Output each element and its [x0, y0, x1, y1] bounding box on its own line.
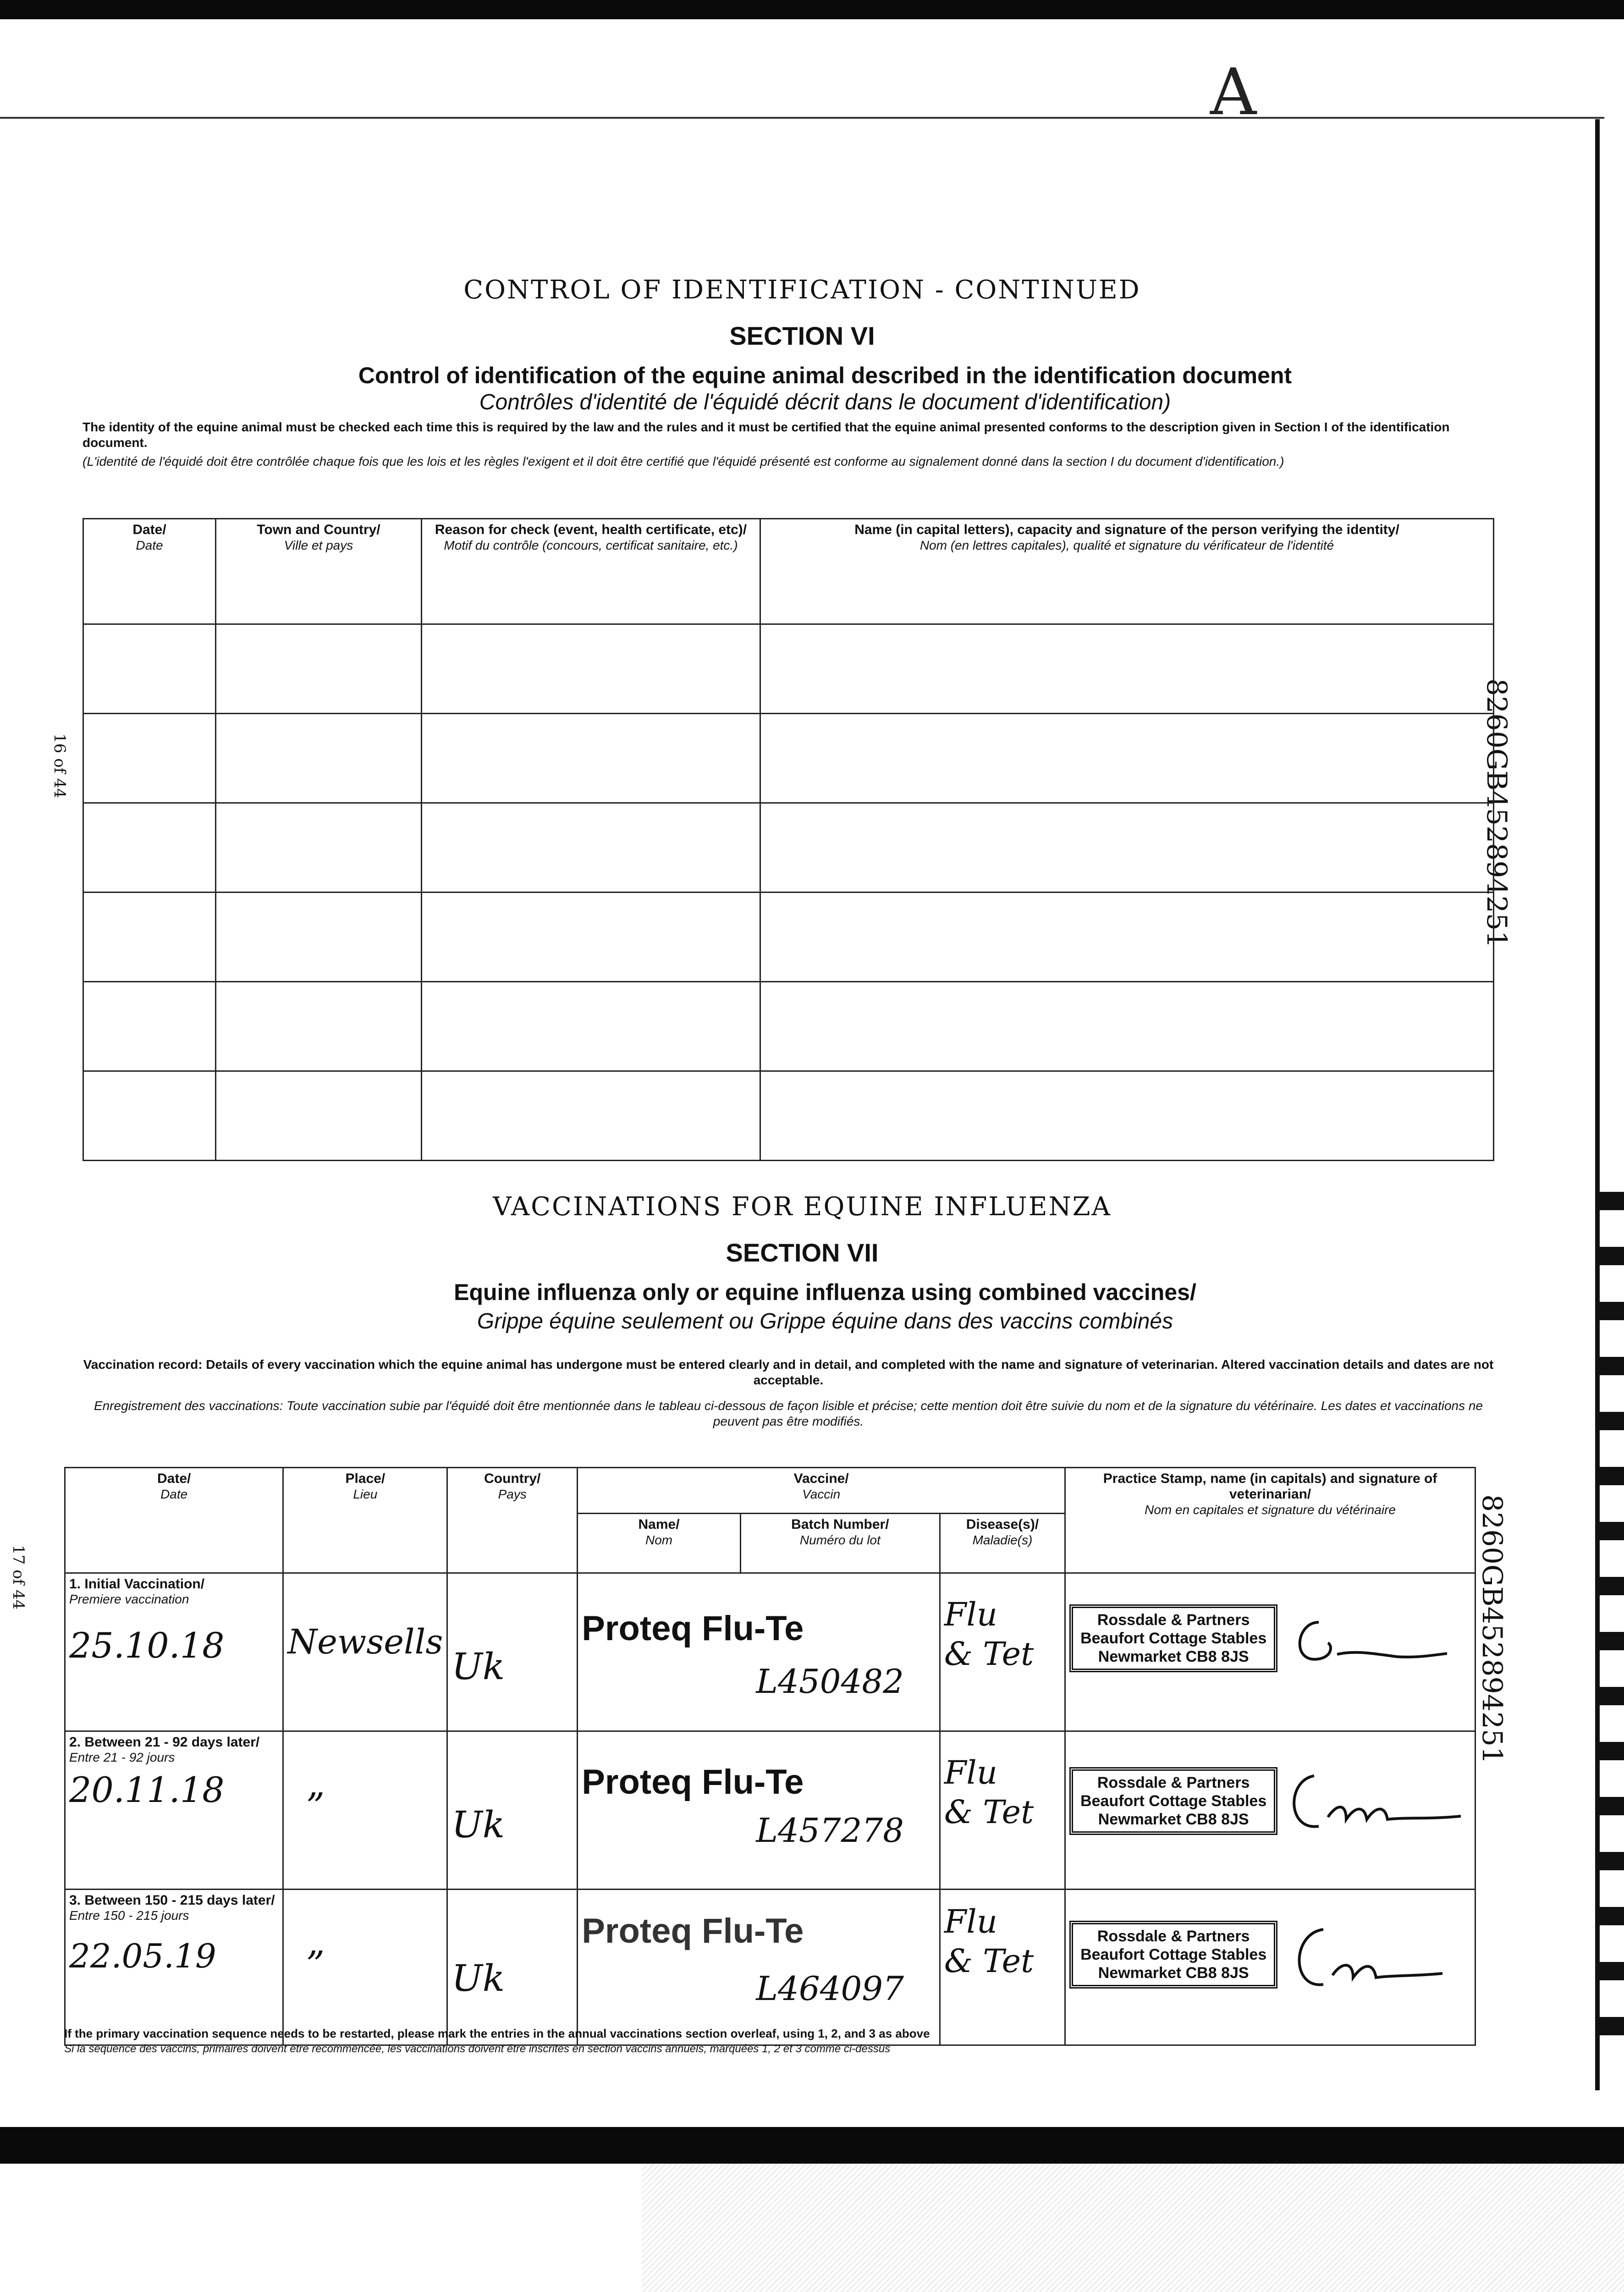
col-practice-stamp: Practice Stamp, name (in capitals) and signature of veterinarian/ Nom en capitales et signature du vétérinaire — [1065, 1468, 1475, 1573]
row-label: 2. Between 21 - 92 days later/ — [69, 1735, 260, 1750]
scan-bottom-noise — [642, 2164, 1624, 2292]
country-cell — [447, 1890, 578, 2045]
vaccination-row-3 — [65, 1890, 1475, 2045]
table-row — [83, 714, 1494, 803]
section7-intro-fr: Enregistrement des vaccinations: Toute vaccination subie par l'équidé doit être mentionnée dans le tableau ci-dessous de façon lisible et précise; cette mention doit être suivie du nom et de la signature du vétérinaire. Les dates et vaccinations ne peuvent pas être modifiés. — [94, 1399, 1483, 1428]
vaccination-place: ” — [306, 1785, 325, 1828]
vaccine-name: Proteq Flu-Te — [582, 1912, 804, 1950]
table-row — [83, 982, 1494, 1071]
col-batch: Batch Number/ Numéro du lot — [740, 1514, 940, 1573]
country-cell — [447, 1573, 578, 1731]
vaccination-date: 22.05.19 — [69, 1937, 216, 1975]
cell — [422, 1071, 760, 1161]
cell — [760, 803, 1494, 893]
stamp-line: Beaufort Cottage Stables — [1080, 1630, 1267, 1647]
veterinarian-signature — [1277, 1762, 1470, 1840]
section7-title: SECTION VII — [726, 1238, 879, 1267]
row-label: 3. Between 150 - 215 days later/ — [69, 1893, 275, 1908]
cell — [422, 714, 760, 803]
date-cell — [65, 1731, 283, 1890]
cell — [760, 1071, 1494, 1161]
vaccination-table — [64, 1467, 1476, 2046]
stamp-cell — [1065, 1573, 1475, 1731]
stamp-line: Rossdale & Partners — [1097, 1928, 1250, 1945]
identification-check-table — [83, 518, 1494, 1161]
cell — [216, 893, 422, 982]
disease-value: Flu & Tet — [944, 1596, 1034, 1673]
stamp-line: Beaufort Cottage Stables — [1080, 1946, 1267, 1963]
col-reason: Reason for check (event, health certificate, etc)/ Motif du contrôle (concours, certificat sanitaire, etc.) — [422, 519, 760, 624]
table-row — [83, 893, 1494, 982]
vaccination-place: Newsells — [287, 1622, 443, 1662]
vaccine-name-batch-cell — [578, 1890, 940, 2045]
document-number-top: 8260GB452894251 — [1481, 678, 1513, 948]
vaccination-row-2 — [65, 1731, 1475, 1890]
date-cell — [65, 1573, 283, 1731]
veterinarian-signature — [1277, 1916, 1452, 1994]
section6-heading-fr: Contrôles d'identité de l'équidé décrit dans le document d'identification) — [479, 390, 1171, 414]
section7-heading-en: Equine influenza only or equine influenza using combined vaccines/ — [454, 1279, 1196, 1305]
footnote-fr: Si la sequence des vaccins, primaires doivent être recommencée, les vaccinations doivent être inscrites en section vaccins annuels, marquées 1, 2 et 3 comme ci-dessus — [64, 2043, 891, 2055]
cell — [760, 893, 1494, 982]
stamp-cell — [1065, 1731, 1475, 1890]
vaccination-country: Uk — [451, 1803, 505, 1846]
vaccine-name-batch-cell — [578, 1573, 940, 1731]
cell — [760, 714, 1494, 803]
section6-banner: CONTROL OF IDENTIFICATION - CONTINUED — [463, 275, 1141, 305]
table-header-row — [83, 519, 1494, 624]
section6-intro-fr: (L'identité de l'équidé doit être contrôlée chaque fois que les lois et les règles l'exigent et il doit être certifié que l'équidé présenté est conforme au signalement donné dans la section I du document d'identification.) — [83, 454, 1284, 468]
cell — [216, 624, 422, 714]
vaccine-name: Proteq Flu-Te — [582, 1763, 804, 1802]
table-row — [83, 1071, 1494, 1161]
cell — [83, 893, 216, 982]
cell — [83, 982, 216, 1071]
scan-bottom-border — [0, 2127, 1624, 2164]
vaccination-date: 25.10.18 — [69, 1625, 225, 1666]
section7-intro-en: Vaccination record: Details of every vaccination which the equine animal has undergone must be entered clearly and in detail, and completed with the name and signature of veterinarian. Altered vaccination details and dates are not acceptable. — [83, 1357, 1494, 1387]
section7-heading-fr: Grippe équine seulement ou Grippe équine dans des vaccins combinés — [477, 1309, 1173, 1333]
cell — [83, 714, 216, 803]
stamp-line: Rossdale & Partners — [1097, 1611, 1250, 1629]
col-town-country: Town and Country/ Ville et pays — [216, 519, 422, 624]
place-cell — [283, 1890, 447, 2045]
page-number-17: 17 of 44 — [9, 1545, 28, 1610]
vaccination-date: 20.11.18 — [69, 1769, 225, 1810]
practice-stamp — [1069, 1921, 1277, 1989]
col-date: Date/ Date — [65, 1468, 283, 1573]
cell — [216, 803, 422, 893]
col-country: Country/ Pays — [447, 1468, 578, 1573]
batch-number: L464097 — [756, 1969, 904, 2008]
place-cell — [283, 1731, 447, 1890]
col-vaccine-name: Name/ Nom — [578, 1514, 741, 1573]
scan-top-border — [0, 0, 1624, 19]
col-vaccine: Vaccine/ Vaccin — [578, 1468, 1065, 1514]
scan-binding-marks — [1600, 1192, 1624, 2063]
stamp-line: Newmarket CB8 8JS — [1098, 1964, 1249, 1982]
batch-number: L457278 — [756, 1811, 904, 1850]
country-cell — [447, 1731, 578, 1890]
table-row — [83, 624, 1494, 714]
stamp-line: Newmarket CB8 8JS — [1098, 1811, 1249, 1828]
col-disease: Disease(s)/ Maladie(s) — [940, 1514, 1065, 1573]
cell — [216, 982, 422, 1071]
section6-title: SECTION VI — [729, 321, 875, 350]
practice-stamp — [1069, 1767, 1277, 1835]
date-cell — [65, 1890, 283, 2045]
stamp-cell — [1065, 1890, 1475, 2045]
disease-cell — [940, 1731, 1065, 1890]
stamp-line: Newmarket CB8 8JS — [1098, 1648, 1249, 1665]
practice-stamp — [1069, 1604, 1277, 1672]
cell — [83, 624, 216, 714]
disease-cell — [940, 1573, 1065, 1731]
cell — [422, 624, 760, 714]
footnote-en: If the primary vaccination sequence needs to be restarted, please mark the entries in the annual vaccinations section overleaf, using 1, 2, and 3 as above — [64, 2027, 930, 2040]
cell — [422, 982, 760, 1071]
cell — [422, 803, 760, 893]
table-header-row — [65, 1468, 1475, 1514]
table-row — [83, 803, 1494, 893]
disease-value: Flu & Tet — [944, 1754, 1034, 1831]
row-label: 1. Initial Vaccination/ — [69, 1576, 205, 1592]
vaccine-name: Proteq Flu-Te — [582, 1609, 804, 1648]
vaccination-country: Uk — [451, 1957, 505, 2000]
corner-handwritten-mark: A — [1210, 55, 1257, 130]
document-number-bottom: 8260GB452894251 — [1476, 1494, 1508, 1764]
disease-value: Flu & Tet — [944, 1903, 1034, 1980]
scan-right-edge — [1595, 119, 1600, 2090]
col-date: Date/ Date — [83, 519, 216, 624]
section6-heading-en: Control of identification of the equine animal described in the identification document — [358, 363, 1292, 388]
cell — [83, 1071, 216, 1161]
scan-edge-line — [0, 117, 1604, 119]
row-label-fr: Entre 150 - 215 jours — [69, 1908, 189, 1923]
cell — [83, 803, 216, 893]
cell — [216, 1071, 422, 1161]
vaccination-country: Uk — [451, 1645, 505, 1688]
col-place: Place/ Lieu — [283, 1468, 447, 1573]
stamp-line: Rossdale & Partners — [1097, 1774, 1250, 1791]
cell — [760, 624, 1494, 714]
row-label-fr: Entre 21 - 92 jours — [69, 1750, 175, 1764]
section7-banner: VACCINATIONS FOR EQUINE INFLUENZA — [493, 1192, 1112, 1222]
stamp-line: Beaufort Cottage Stables — [1080, 1792, 1267, 1810]
page-number-16: 16 of 44 — [50, 733, 69, 799]
vaccination-row-1 — [65, 1573, 1475, 1731]
cell — [216, 714, 422, 803]
batch-number: L450482 — [756, 1662, 904, 1701]
disease-cell — [940, 1890, 1065, 2045]
cell — [422, 893, 760, 982]
section6-intro-en: The identity of the equine animal must be checked each time this is required by the law and the rules and it must be certified that the equine animal presented conforms to the description given in Section I of the identification document. — [83, 420, 1450, 450]
vaccine-name-batch-cell — [578, 1731, 940, 1890]
row-label-fr: Premiere vaccination — [69, 1592, 189, 1606]
col-verifier: Name (in capital letters), capacity and signature of the person verifying the identity/ Nom (en lettres capitales), qualité et signature du vérificateur de l'identité — [760, 519, 1494, 624]
place-cell — [283, 1573, 447, 1731]
cell — [760, 982, 1494, 1071]
veterinarian-signature — [1277, 1604, 1452, 1673]
vaccination-place: ” — [306, 1943, 325, 1986]
